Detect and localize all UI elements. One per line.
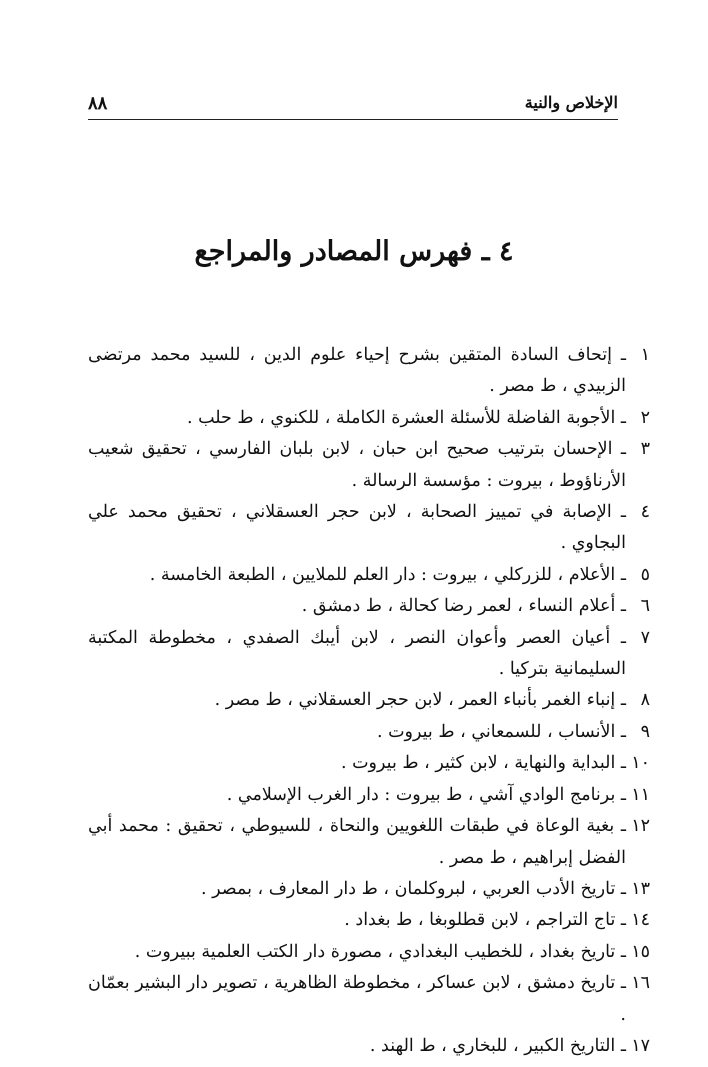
- reference-entry: [88, 874, 650, 905]
- entry-number: ١٥: [631, 941, 650, 962]
- entry-text: ـ الأجوبة الفاضلة للأسئلة العشرة الكاملة ، للكنوي ، ط حلب .: [186, 407, 626, 428]
- references-list: [88, 340, 650, 1062]
- entry-text: ـ تاج التراجم ، لابن قطلوبغا ، ط بغداد .: [344, 910, 626, 931]
- entry-text: ـ الأعلام ، للزركلي ، بيروت : دار العلم للملايين ، الطبعة الخامسة .: [149, 564, 626, 585]
- entry-number: ١٦: [631, 973, 650, 994]
- reference-entry: [88, 717, 650, 748]
- entry-number: ١٧: [631, 1035, 650, 1056]
- reference-entry: [88, 905, 650, 936]
- reference-entry: [88, 434, 650, 497]
- reference-entry: [88, 340, 650, 403]
- entry-number: ٤: [640, 502, 650, 523]
- entry-text: ـ التاريخ الكبير ، للبخاري ، ط الهند .: [369, 1035, 626, 1056]
- entry-number: ٥: [640, 564, 650, 585]
- section-title: ٤ ـ فهرس المصادر والمراجع: [194, 236, 514, 267]
- entry-text: ـ تاريخ الأدب العربي ، لبروكلمان ، ط دار المعارف ، بمصر .: [201, 878, 626, 899]
- reference-entry: [88, 937, 650, 968]
- reference-entry: [88, 811, 650, 874]
- entry-number: ٨: [640, 690, 650, 711]
- entry-text: ـ تاريخ دمشق ، لابن عساكر ، مخطوطة الظاهرية ، تصوير دار البشير بعمّان .: [88, 973, 626, 1025]
- entry-text: ـ الإصابة في تمييز الصحابة ، لابن حجر العسقلاني ، تحقيق محمد علي البجاوي .: [88, 502, 626, 554]
- entry-number: ١٢: [631, 816, 650, 837]
- running-title: الإخلاص والنية: [524, 93, 618, 112]
- entry-text: ـ الإحسان بترتيب صحيح ابن حبان ، لابن بلبان الفارسي ، تحقيق شعيب الأرناؤوط ، بيروت : مؤسسة الرسالة .: [88, 439, 626, 491]
- entry-text: ـ بغية الوعاة في طبقات اللغويين والنحاة ، للسيوطي ، تحقيق : محمد أبي الفضل إبراهيم ، ط مصر .: [88, 816, 626, 868]
- entry-text: ـ أعلام النساء ، لعمر رضا كحالة ، ط دمشق .: [301, 596, 626, 617]
- reference-entry: [88, 1031, 650, 1062]
- entry-number: ٣: [640, 439, 650, 460]
- reference-entry: [88, 623, 650, 686]
- reference-entry: [88, 591, 650, 622]
- entry-text: ـ تاريخ بغداد ، للخطيب البغدادي ، مصورة دار الكتب العلمية ببيروت .: [134, 941, 626, 962]
- reference-entry: [88, 560, 650, 591]
- entry-text: ـ برنامج الوادي آشي ، ط بيروت : دار الغرب الإسلامي .: [226, 784, 626, 805]
- page-header: [88, 93, 618, 120]
- entry-text: ـ إنباء الغمر بأنباء العمر ، لابن حجر العسقلاني ، ط مصر .: [214, 690, 626, 711]
- entry-text: ـ الأنساب ، للسمعاني ، ط بيروت .: [376, 721, 626, 742]
- entry-number: ١: [640, 345, 650, 365]
- reference-entry: [88, 748, 650, 779]
- entry-number: ٩: [640, 721, 650, 742]
- entry-number: ١٣: [631, 878, 650, 899]
- reference-entry: [88, 497, 650, 560]
- entry-number: ٧: [640, 627, 650, 648]
- entry-number: ٢: [640, 407, 650, 428]
- entry-text: ـ أعيان العصر وأعوان النصر ، لابن أيبك الصفدي ، مخطوطة المكتبة السليمانية بتركيا .: [88, 627, 626, 680]
- page-number: ٨٨: [88, 93, 108, 114]
- entry-number: ٦: [640, 596, 650, 617]
- entry-number: ١١: [631, 784, 650, 805]
- entry-text: ـ إتحاف السادة المتقين بشرح إحياء علوم الدين ، للسيد محمد مرتضى الزبيدي ، ط مصر .: [88, 345, 626, 397]
- entry-number: ١٤: [631, 910, 650, 931]
- reference-entry: [88, 780, 650, 811]
- entry-text: ـ البداية والنهاية ، لابن كثير ، ط بيروت .: [340, 753, 626, 774]
- reference-entry: [88, 685, 650, 716]
- entry-number: ١٠: [631, 753, 650, 774]
- reference-entry: [88, 968, 650, 1031]
- reference-entry: [88, 403, 650, 434]
